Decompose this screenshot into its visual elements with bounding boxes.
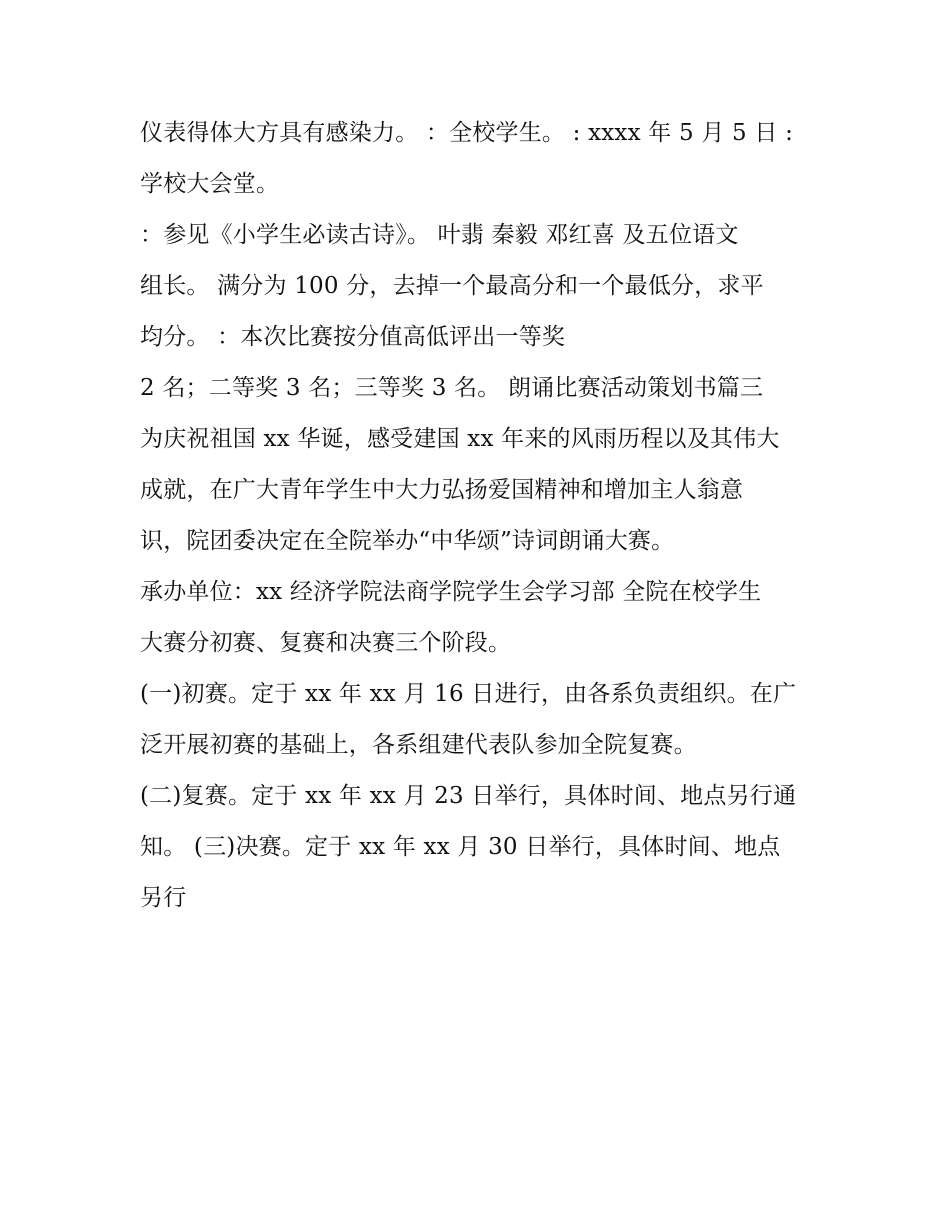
text-line-1: 仪表得体大方具有感染力。 ：全校学生。 : xxxx 年 5 月 5 日 :	[140, 120, 794, 146]
text-line-8: 成就，在广大青年学生中大力弘扬爱国精神和增加主人翁意	[140, 477, 744, 503]
text-line-7: 为庆祝祖国 xx 华诞，感受建国 xx 年来的风雨历程以及其伟大	[140, 426, 780, 452]
text-line-16: 另行	[140, 885, 187, 911]
text-line-6: 2 名；二等奖 3 名；三等奖 3 名。 朗诵比赛活动策划书篇三	[140, 375, 764, 401]
document-body	[140, 108, 820, 924]
text-line-11: 大赛分初赛、复赛和决赛三个阶段。	[140, 630, 512, 656]
text-line-2: 学校大会堂。	[140, 171, 280, 197]
text-line-14: (二)复赛。定于 xx 年 xx 月 23 日举行，具体时间、地点另行通	[140, 783, 797, 809]
text-line-13: 泛开展初赛的基础上，各系组建代表队参加全院复赛。	[140, 732, 697, 758]
text-line-12: (一)初赛。定于 xx 年 xx 月 16 日进行，由各系负责组织。在广	[140, 681, 797, 707]
text-line-15: 知。 (三)决赛。定于 xx 年 xx 月 30 日举行，具体时间、地点	[140, 834, 781, 860]
text-line-4: 组长。 满分为 100 分，去掉一个最高分和一个最低分，求平	[140, 273, 764, 299]
text-line-3: ：参见《小学生必读古诗》。 叶翡 秦毅 邓红喜 及五位语文	[140, 222, 739, 248]
text-line-9: 识，院团委决定在全院举办“中华颂”诗词朗诵大赛。	[140, 528, 675, 554]
text-line-5: 均分。 ：本次比赛按分值高低评出一等奖	[140, 324, 566, 350]
text-line-10: 承办单位：xx 经济学院法商学院学生会学习部 全院在校学生	[140, 579, 762, 605]
